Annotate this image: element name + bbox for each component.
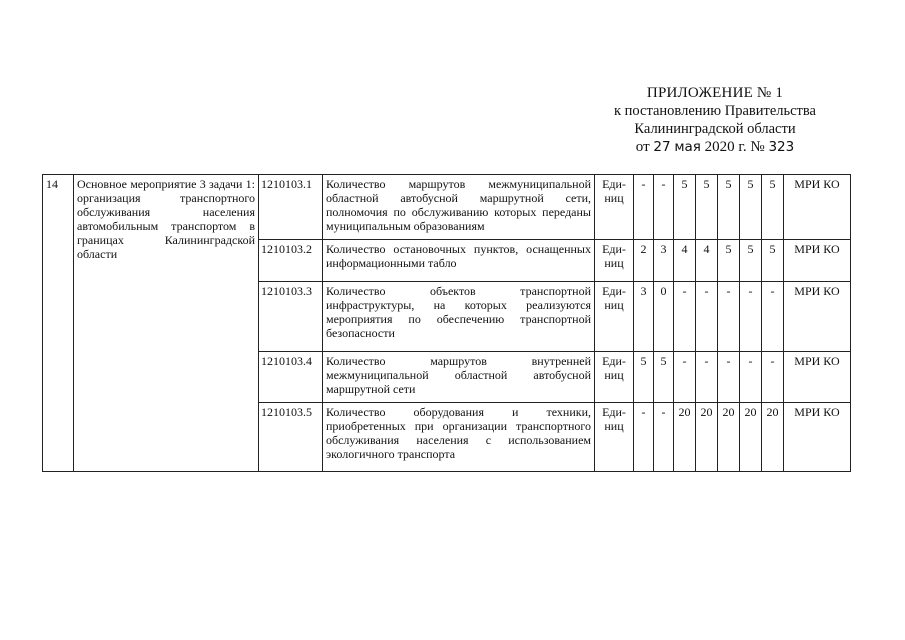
appendix-header: [560, 84, 870, 156]
unit-part: ниц: [604, 256, 624, 270]
value-cell: 0: [654, 282, 674, 352]
unit-part: Еди-: [602, 177, 626, 191]
value-cell: 5: [718, 240, 740, 282]
indicator-code: 1210103.3: [259, 282, 323, 352]
value-cell: -: [740, 282, 762, 352]
value-cell: 20: [740, 403, 762, 472]
value-cell: -: [762, 282, 784, 352]
date-day: 27: [653, 139, 671, 155]
indicator-code: 1210103.5: [259, 403, 323, 472]
value-cell: 5: [654, 352, 674, 403]
value-cell: 5: [762, 175, 784, 240]
indicator-code: 1210103.2: [259, 240, 323, 282]
measure-name: Основное мероприятие 3 задачи 1: организация транспортного обслуживания населения автомобильным транспортом в границах Калининградской области: [74, 175, 259, 472]
date-year: 2020 г. №: [704, 139, 765, 155]
value-cell: 3: [654, 240, 674, 282]
value-cell: -: [674, 282, 696, 352]
responsible-cell: МРИ КО: [784, 240, 851, 282]
value-cell: -: [696, 282, 718, 352]
indicator-name: Количество оборудования и техники, приобретенных при организации транспортного обслуживания населения с использованием экологичного транспорта: [323, 403, 595, 472]
indicator-name: Количество объектов транспортной инфраструктуры, на которых реализуются мероприятия по обеспечению транспортной безопасности: [323, 282, 595, 352]
unit-part: Еди-: [602, 242, 626, 256]
value-cell: 3: [634, 282, 654, 352]
appendix-title: ПРИЛОЖЕНИЕ № 1: [646, 85, 784, 101]
value-cell: 2: [634, 240, 654, 282]
unit-cell: [595, 352, 634, 403]
value-cell: 4: [674, 240, 696, 282]
appendix-line-2: Калининградской области: [634, 121, 796, 137]
value-cell: 20: [718, 403, 740, 472]
responsible-cell: МРИ КО: [784, 175, 851, 240]
value-cell: 20: [696, 403, 718, 472]
value-cell: -: [634, 175, 654, 240]
appendix-date-line: [560, 138, 870, 156]
unit-part: ниц: [604, 298, 624, 312]
indicator-name: Количество маршрутов межмуниципальной областной автобусной маршрутной сети, полномочия по обслуживанию которых переданы муниципальным образованиям: [323, 175, 595, 240]
value-cell: -: [634, 403, 654, 472]
value-cell: 5: [718, 175, 740, 240]
value-cell: -: [718, 352, 740, 403]
value-cell: 20: [674, 403, 696, 472]
responsible-cell: МРИ КО: [784, 282, 851, 352]
value-cell: 4: [696, 240, 718, 282]
unit-part: Еди-: [602, 405, 626, 419]
unit-cell: [595, 403, 634, 472]
indicator-code: 1210103.1: [259, 175, 323, 240]
indicator-code: 1210103.4: [259, 352, 323, 403]
value-cell: -: [718, 282, 740, 352]
value-cell: 5: [740, 240, 762, 282]
unit-cell: [595, 282, 634, 352]
value-cell: 5: [696, 175, 718, 240]
value-cell: -: [654, 403, 674, 472]
date-prefix: от: [635, 139, 650, 155]
value-cell: -: [762, 352, 784, 403]
indicator-name: Количество маршрутов внутренней межмуниципальной областной автобусной маршрутной сети: [323, 352, 595, 403]
value-cell: 5: [740, 175, 762, 240]
measures-table: [42, 174, 851, 472]
row-number: 14: [43, 175, 74, 472]
value-cell: 5: [762, 240, 784, 282]
value-cell: -: [654, 175, 674, 240]
responsible-cell: МРИ КО: [784, 352, 851, 403]
table-row: [43, 175, 851, 240]
value-cell: -: [740, 352, 762, 403]
unit-part: Еди-: [602, 354, 626, 368]
value-cell: 20: [762, 403, 784, 472]
unit-part: ниц: [604, 419, 624, 433]
unit-cell: [595, 175, 634, 240]
indicator-name: Количество остановочных пунктов, оснащенных информационными табло: [323, 240, 595, 282]
value-cell: 5: [674, 175, 696, 240]
unit-part: Еди-: [602, 284, 626, 298]
unit-part: ниц: [604, 368, 624, 382]
value-cell: 5: [634, 352, 654, 403]
date-month: мая: [674, 139, 701, 155]
value-cell: -: [696, 352, 718, 403]
unit-part: ниц: [604, 191, 624, 205]
value-cell: -: [674, 352, 696, 403]
document-number: 323: [768, 139, 795, 155]
unit-cell: [595, 240, 634, 282]
responsible-cell: МРИ КО: [784, 403, 851, 472]
appendix-line-1: к постановлению Правительства: [614, 103, 816, 119]
